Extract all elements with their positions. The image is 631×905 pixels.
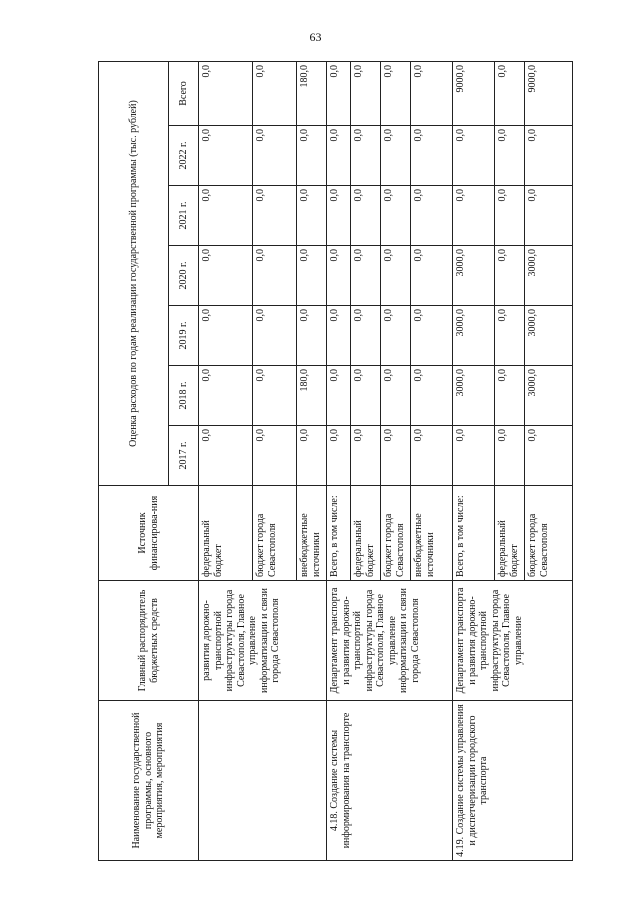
value-cell: 0,0	[381, 186, 411, 246]
source-cell: Всего, в том числе:	[327, 486, 351, 581]
value-cell: 0,0	[297, 186, 327, 246]
total-cell: 0,0	[253, 61, 297, 125]
header-executor: Главный распорядитель бюджетных средств	[99, 581, 199, 701]
activity-name: 4.19. Создание системы управления и диспетчеризации городского транспорта	[453, 701, 573, 861]
table-row	[453, 61, 495, 860]
value-cell: 0,0	[327, 126, 351, 186]
value-cell: 0,0	[297, 126, 327, 186]
header-year: 2019 г.	[169, 306, 199, 366]
header-year: 2022 г.	[169, 126, 199, 186]
rotated-table-container	[98, 62, 550, 861]
executor-cell: Департамент транспорта и развития дорожно-транспортной инфраструктуры города Севастополя, Главное управление	[453, 581, 573, 701]
value-cell: 0,0	[495, 246, 525, 306]
header-total: Всего	[169, 61, 199, 125]
value-cell: 0,0	[253, 426, 297, 486]
value-cell: 0,0	[351, 186, 381, 246]
value-cell: 3000,0	[525, 366, 573, 426]
value-cell: 0,0	[199, 246, 253, 306]
value-cell: 0,0	[453, 186, 495, 246]
value-cell: 0,0	[351, 126, 381, 186]
value-cell: 0,0	[381, 426, 411, 486]
source-cell: внебюджетные источники	[297, 486, 327, 581]
value-cell: 0,0	[327, 246, 351, 306]
rotated-table-area	[98, 62, 550, 861]
total-cell: 0,0	[327, 61, 351, 125]
header-year: 2021 г.	[169, 186, 199, 246]
total-cell: 0,0	[381, 61, 411, 125]
value-cell: 0,0	[199, 306, 253, 366]
value-cell: 0,0	[495, 306, 525, 366]
value-cell: 0,0	[199, 366, 253, 426]
total-cell: 9000,0	[453, 61, 495, 125]
value-cell: 0,0	[411, 366, 453, 426]
value-cell: 0,0	[411, 246, 453, 306]
value-cell: 0,0	[253, 186, 297, 246]
value-cell: 0,0	[525, 126, 573, 186]
header-estimate: Оценка расходов по годам реализации государственной программы (тыс. рублей)	[99, 61, 169, 485]
value-cell: 0,0	[495, 186, 525, 246]
value-cell: 0,0	[327, 366, 351, 426]
value-cell: 180,0	[297, 366, 327, 426]
value-cell: 0,0	[327, 186, 351, 246]
source-cell: федеральный бюджет	[351, 486, 381, 581]
value-cell: 0,0	[411, 126, 453, 186]
value-cell: 0,0	[351, 366, 381, 426]
value-cell: 0,0	[411, 426, 453, 486]
total-cell: 180,0	[297, 61, 327, 125]
value-cell: 0,0	[525, 426, 573, 486]
value-cell: 3000,0	[525, 306, 573, 366]
value-cell: 0,0	[381, 126, 411, 186]
total-cell: 9000,0	[525, 61, 573, 125]
source-cell: бюджет города Севастополя	[525, 486, 573, 581]
header-row	[99, 61, 169, 860]
activity-name: 4.18. Создание системы информирования на транспорте	[327, 701, 453, 861]
header-year: 2018 г.	[169, 366, 199, 426]
total-cell: 0,0	[495, 61, 525, 125]
value-cell: 3000,0	[453, 246, 495, 306]
value-cell: 0,0	[253, 246, 297, 306]
total-cell: 0,0	[199, 61, 253, 125]
value-cell: 0,0	[495, 366, 525, 426]
value-cell: 0,0	[411, 306, 453, 366]
value-cell: 0,0	[525, 186, 573, 246]
header-name: Наименование государственной программы, основного мероприятия, мероприятия	[99, 701, 199, 861]
value-cell: 0,0	[453, 126, 495, 186]
value-cell: 0,0	[199, 186, 253, 246]
activity-name	[199, 701, 327, 861]
value-cell: 3000,0	[525, 246, 573, 306]
value-cell: 0,0	[411, 186, 453, 246]
header-year: 2020 г.	[169, 246, 199, 306]
value-cell: 0,0	[381, 246, 411, 306]
value-cell: 0,0	[381, 306, 411, 366]
value-cell: 0,0	[495, 126, 525, 186]
value-cell: 0,0	[297, 426, 327, 486]
page-number: 63	[309, 30, 322, 44]
table-row	[199, 61, 253, 860]
source-cell: федеральный бюджет	[199, 486, 253, 581]
executor-cell: развития дорожно-транспортной инфраструктуры города Севастополя, Главное управление информатизации и связи города Севастополя	[199, 581, 327, 701]
value-cell: 0,0	[327, 426, 351, 486]
value-cell: 3000,0	[453, 366, 495, 426]
budget-table	[98, 61, 573, 861]
executor-cell: Департамент транспорта и развития дорожно-транспортной инфраструктуры города Севастополя, Главное управление информатизации и связи города Севастополя	[327, 581, 453, 701]
value-cell: 0,0	[351, 426, 381, 486]
value-cell: 0,0	[351, 306, 381, 366]
value-cell: 0,0	[327, 306, 351, 366]
value-cell: 0,0	[199, 426, 253, 486]
source-cell: внебюджетные источники	[411, 486, 453, 581]
value-cell: 0,0	[381, 366, 411, 426]
value-cell: 0,0	[297, 306, 327, 366]
value-cell: 0,0	[495, 426, 525, 486]
header-source: Источник финансирова-ния	[99, 486, 199, 581]
header-year: 2017 г.	[169, 426, 199, 486]
value-cell: 0,0	[453, 426, 495, 486]
source-cell: бюджет города Севастополя	[253, 486, 297, 581]
total-cell: 0,0	[351, 61, 381, 125]
value-cell: 0,0	[199, 126, 253, 186]
total-cell: 0,0	[411, 61, 453, 125]
table-row	[327, 61, 351, 860]
source-cell: Всего, в том числе:	[453, 486, 495, 581]
value-cell: 0,0	[253, 366, 297, 426]
source-cell: федеральный бюджет	[495, 486, 525, 581]
value-cell: 0,0	[253, 306, 297, 366]
source-cell: бюджет города Севастополя	[381, 486, 411, 581]
value-cell: 0,0	[253, 126, 297, 186]
value-cell: 0,0	[297, 246, 327, 306]
value-cell: 0,0	[351, 246, 381, 306]
value-cell: 3000,0	[453, 306, 495, 366]
